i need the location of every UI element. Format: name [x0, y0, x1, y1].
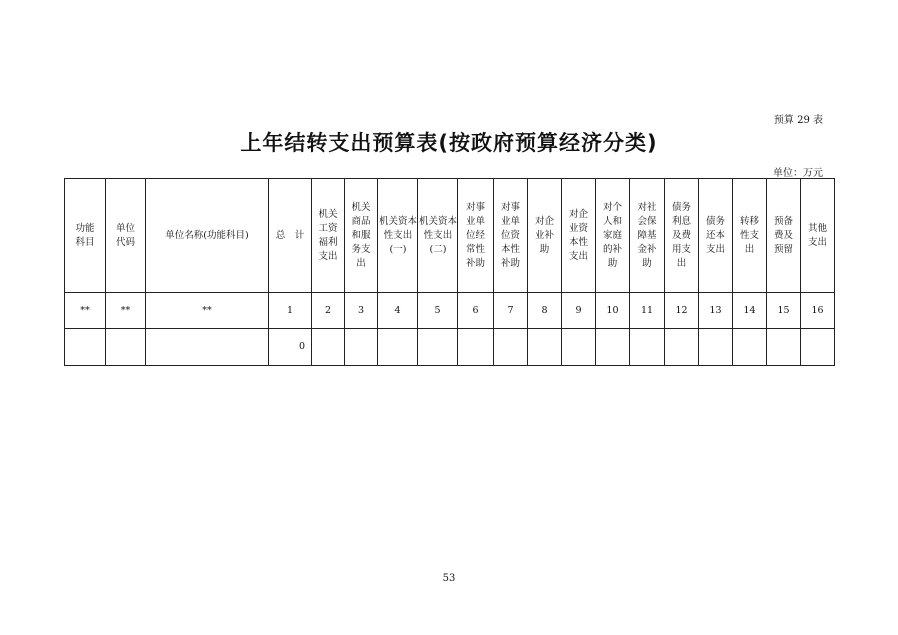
data-cell	[418, 329, 458, 366]
total-cell: 0	[269, 329, 312, 366]
data-row	[65, 329, 835, 366]
code-cell: **	[106, 293, 146, 329]
form-number: 预算 29 表	[773, 115, 823, 126]
data-cell	[528, 329, 562, 366]
header-cell: 功能科目	[65, 179, 106, 293]
header-cell: 对个人和家庭的补助	[596, 179, 630, 293]
code-cell: 5	[418, 293, 458, 329]
budget-table	[64, 178, 835, 366]
code-row	[65, 293, 835, 329]
header-cell: 总 计	[269, 179, 312, 293]
data-cell	[801, 329, 835, 366]
code-cell: 7	[494, 293, 528, 329]
data-cell	[494, 329, 528, 366]
header-cell: 单位代码	[106, 179, 146, 293]
code-cell: 6	[458, 293, 494, 329]
code-cell: 10	[596, 293, 630, 329]
data-cell	[458, 329, 494, 366]
data-cell	[733, 329, 767, 366]
code-cell: 4	[378, 293, 418, 329]
data-cell	[65, 329, 106, 366]
header-cell: 预备费及预留	[767, 179, 801, 293]
header-cell: 机关资本性支出(二)	[418, 179, 458, 293]
header-cell: 机关资本性支出(一)	[378, 179, 418, 293]
header-cell: 债务还本支出	[699, 179, 733, 293]
code-cell: 1	[269, 293, 312, 329]
header-cell: 对事业单位资本性补助	[494, 179, 528, 293]
header-cell: 债务利息及费用支出	[665, 179, 699, 293]
header-cell: 单位名称(功能科目)	[146, 179, 269, 293]
data-cell	[106, 329, 146, 366]
data-cell	[699, 329, 733, 366]
header-cell: 机关工资福利支出	[312, 179, 345, 293]
unit-label: 单位：万元	[773, 168, 823, 179]
code-cell: 15	[767, 293, 801, 329]
data-cell	[146, 329, 269, 366]
header-cell: 机关商品和服务支出	[345, 179, 378, 293]
data-cell	[596, 329, 630, 366]
code-cell: 3	[345, 293, 378, 329]
header-cell: 对事业单位经常性补助	[458, 179, 494, 293]
code-cell: **	[146, 293, 269, 329]
data-cell	[378, 329, 418, 366]
code-cell: 8	[528, 293, 562, 329]
data-cell	[767, 329, 801, 366]
page-title: 上年结转支出预算表(按政府预算经济分类)	[240, 131, 658, 155]
data-cell	[665, 329, 699, 366]
data-cell	[630, 329, 665, 366]
code-cell: 12	[665, 293, 699, 329]
header-cell: 转移性支出	[733, 179, 767, 293]
header-cell: 对企业补助	[528, 179, 562, 293]
code-cell: 9	[562, 293, 596, 329]
code-cell: 2	[312, 293, 345, 329]
code-cell: 14	[733, 293, 767, 329]
code-cell: **	[65, 293, 106, 329]
header-row	[65, 179, 835, 293]
data-cell	[312, 329, 345, 366]
header-cell: 对企业资本性支出	[562, 179, 596, 293]
header-cell: 对社会保障基金补助	[630, 179, 665, 293]
code-cell: 11	[630, 293, 665, 329]
page-number: 53	[442, 573, 456, 584]
data-cell	[562, 329, 596, 366]
header-cell: 其他支出	[801, 179, 835, 293]
code-cell: 16	[801, 293, 835, 329]
code-cell: 13	[699, 293, 733, 329]
data-cell	[345, 329, 378, 366]
